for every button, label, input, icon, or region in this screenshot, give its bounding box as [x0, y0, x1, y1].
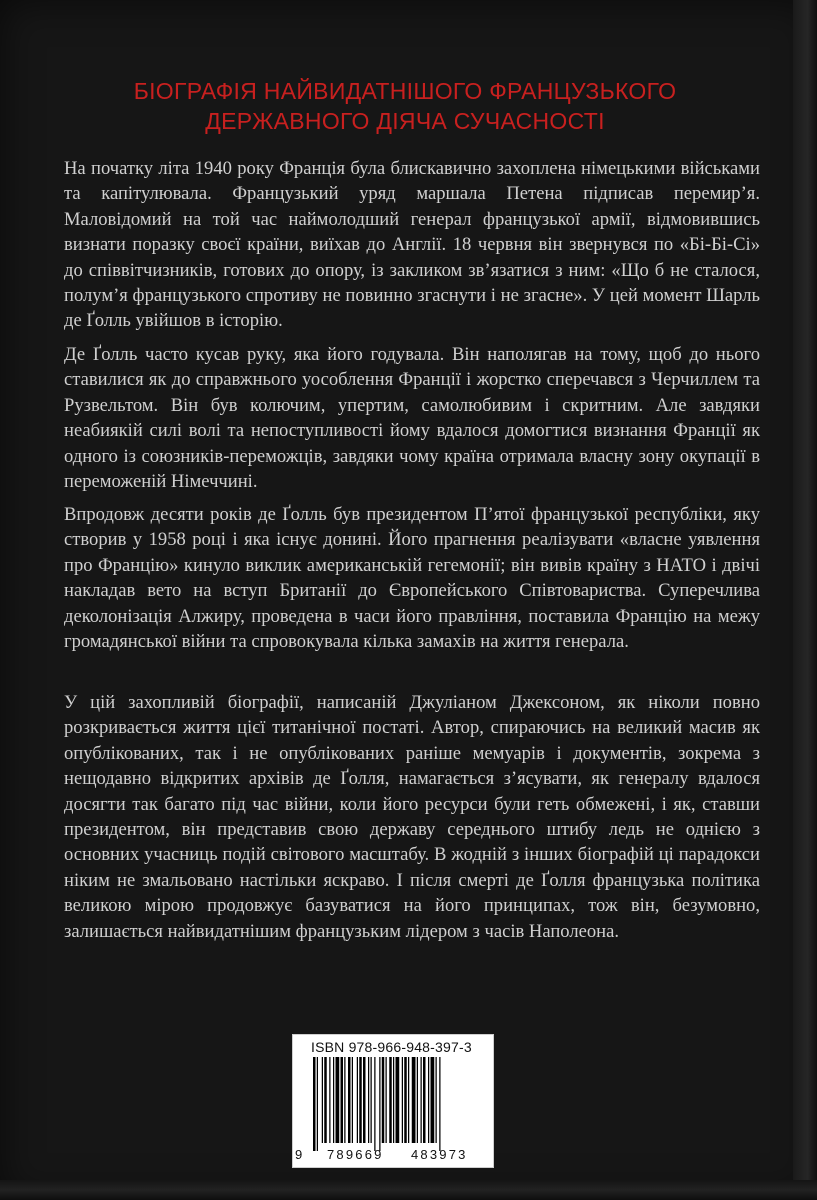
barcode-bar [386, 1057, 387, 1143]
barcode-bar [417, 1057, 418, 1143]
cover-right-edge [793, 0, 817, 1200]
barcode-bar [439, 1057, 440, 1151]
headline-line-1: БІОГРАФІЯ НАЙВИДАТНІШОГО ФРАНЦУЗЬКОГО [133, 78, 677, 104]
barcode-bar [412, 1057, 416, 1143]
isbn-barcode [292, 1034, 494, 1168]
barcode-bar [359, 1057, 362, 1143]
barcode-first-digit: 9 [295, 1147, 303, 1162]
barcode-bars [309, 1057, 485, 1151]
barcode-bar [382, 1057, 385, 1143]
isbn-label: ISBN 978-966-948-397-3 [311, 1039, 472, 1055]
barcode-bar [421, 1057, 422, 1143]
barcode-bar [341, 1057, 344, 1143]
barcode-bar [368, 1057, 369, 1143]
barcode-bar [423, 1057, 426, 1143]
barcode-bar [322, 1057, 323, 1143]
barcode-bar [313, 1057, 316, 1151]
barcode-bar [404, 1057, 407, 1143]
barcode-bar [402, 1057, 403, 1143]
barcode-bar [348, 1057, 351, 1143]
barcode-bar [428, 1057, 429, 1143]
barcode-bar [333, 1057, 334, 1143]
blurb-paragraph-4: У цій захопливій біографії, написаній Джуліаном Джексоном, як ніколи повно розкривається життя цієї титанічної постаті. Автор, спираючись на великий масив як опублікованих, так і не опублікованих раніше мемуарів і документів, зокрема з нещодавно відкритих архівів де Ґолля, намагається з’ясувати, як генералу вдалося досягти так багато під час війни, коли його ресурси були геть обмежені, і як, ставши президентом, він представив свою державу середнього штибу ледь не однією з основних учасниць подій світового масштабу. В жодній з інших біографій ці парадокси ніким не змальовано настільки яскраво. І після смерті де Ґолля французька політика великою мірою продовжує базуватися на його принципах, тож він, безумовно, залишається найвидатнішим французьким лідером з часів Наполеона. [64, 692, 760, 942]
barcode-right-digits: 483973 [411, 1147, 468, 1162]
cover-bottom-edge [0, 1180, 817, 1200]
barcode-bar [389, 1057, 392, 1143]
barcode-bar [363, 1057, 366, 1143]
barcode-bar [396, 1057, 400, 1143]
barcode-bar [408, 1057, 409, 1143]
barcode-bar [317, 1057, 318, 1151]
barcode-bar [436, 1057, 437, 1143]
barcode-bar [352, 1057, 353, 1143]
barcode-left-digits: 789669 [327, 1147, 384, 1162]
blurb-paragraph-2: Де Ґолль часто кусав руку, яка його годувала. Він наполягав на тому, щоб до нього ставилися як до справжнього уособлення Франції і жорстко сперечався з Черчиллем та Рузвельтом. Він був колючим, упертим, самолюбивим і скритним. Але завдяки неабиякій силі волі та непоступливості йому вдалося домогтися визнання Франції як одного із союзників-переможців, завдяки чому країна отримала власну зону окупації в переможеній Німеччині. [64, 344, 760, 493]
headline-line-2: ДЕРЖАВНОГО ДІЯЧА СУЧАСНОСТІ [205, 108, 605, 134]
barcode-bar [329, 1057, 330, 1143]
barcode-bar [374, 1057, 375, 1151]
barcode-bar [379, 1057, 380, 1151]
barcode-bar [393, 1057, 394, 1143]
barcode-bar [324, 1057, 327, 1143]
barcode-bar [344, 1057, 345, 1143]
barcode-bar [371, 1057, 372, 1143]
cover-headline [40, 76, 770, 136]
blurb-paragraph-3: Впродовж десяти років де Ґолль був президентом П’ятої французької республіки, яку створив у 1958 році і яка існує донині. Його прагнення реалізувати «власне уявлення про Францію» кинуло виклик американській гегемонії; він вивів країну з НАТО і двічі накладав вето на вступ Британії до Європейського Співтовариства. Суперечлива деколонізація Алжиру, проведена в часи його правління, поставила Францію на межу громадянської війни та спровокувала кілька замахів на життя генерала. [64, 504, 760, 653]
blurb-paragraph-1: На початку літа 1940 року Франція була блискавично захоплена німецькими військами та капітулювала. Французький уряд маршала Петена підписав перемир’я. Маловідомий на той час наймолодший генерал французької армії, відмовившись визнати поразку своєї країни, виїхав до Англії. 18 червня він звернувся по «Бі-Бі-Сі» до співвітчизників, готових до опору, із закликом зв’язатися з ним: «Що б не сталося, полум’я французького спротиву не повинно згаснути і не згасне». У цей момент Шарль де Ґолль увійшов в історію. [64, 158, 760, 332]
barcode-bar [336, 1057, 340, 1143]
barcode-bar [431, 1057, 435, 1143]
barcode-bar [357, 1057, 358, 1143]
